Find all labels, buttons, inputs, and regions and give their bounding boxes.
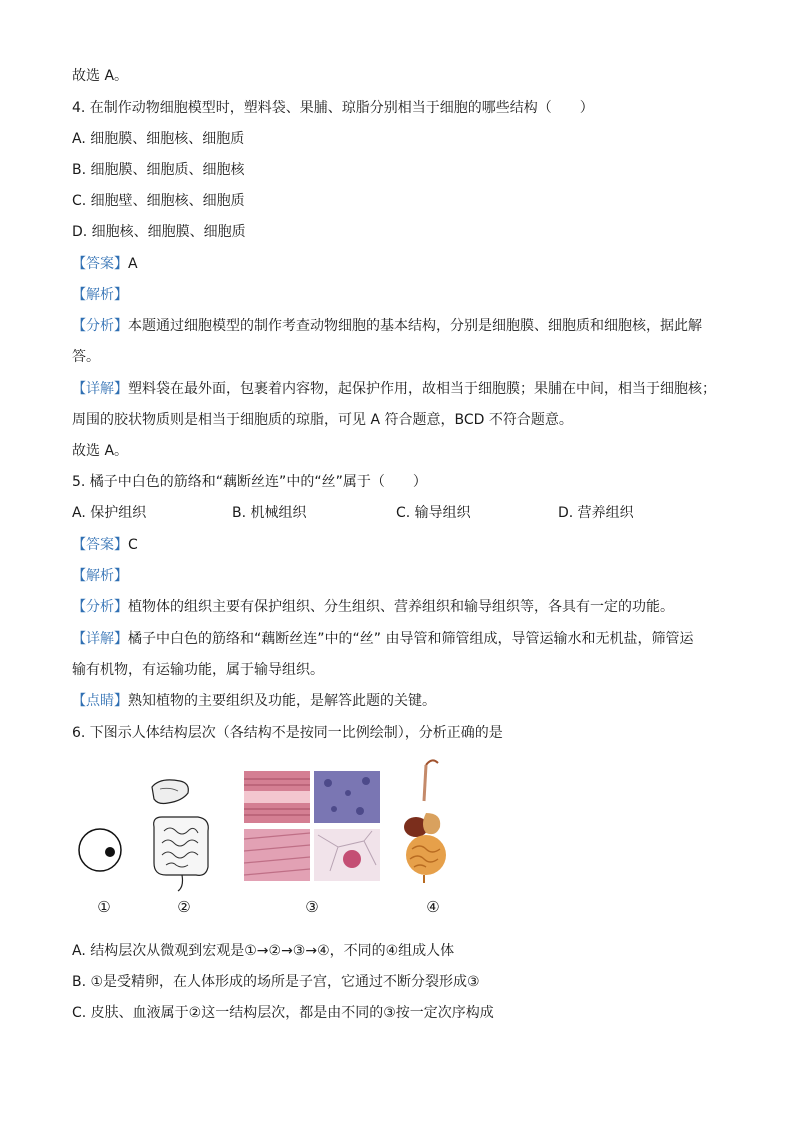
q4-end: 故选 A。 — [72, 443, 129, 459]
q5-analysis-tag: 【解析】 — [72, 568, 128, 584]
q6-option-a: A. 结构层次从微观到宏观是①→②→③→④，不同的④组成人体 — [72, 943, 455, 959]
q5-stem: 5. 橘子中白色的筋络和“藕断丝连”中的“丝”属于（ ） — [72, 474, 427, 490]
answer-tag: 【答案】 — [72, 537, 128, 553]
fenxi-tag: 【分析】 — [72, 318, 128, 334]
digestive-system-image — [398, 755, 458, 885]
fertilized-egg-cell-image — [77, 827, 123, 873]
prev-answer-line: 故选 A。 — [72, 68, 129, 84]
xiangjie-text: 橘子中白色的筋络和“藕断丝连”中的“丝” 由导管和筛管组成，导管运输水和无机盐，筛管运 — [128, 631, 694, 647]
q5-options-row — [72, 503, 722, 523]
figure-label-2: ② — [177, 898, 191, 916]
q6-option-b: B. ①是受精卵，在人体形成的场所是子宫，它通过不断分裂形成③ — [72, 974, 480, 990]
figure-label-4: ④ — [426, 898, 440, 916]
body-structure-figure — [72, 755, 472, 920]
q6-option-c: C. 皮肤、血液属于②这一结构层次，都是由不同的③按一定次序构成 — [72, 1005, 494, 1021]
q5-option-a: A. 保护组织 — [72, 505, 147, 521]
q4-fenxi-cont: 答。 — [72, 349, 100, 365]
dianjing-tag: 【点睛】 — [72, 693, 128, 709]
answer-value: C — [128, 537, 138, 553]
q4-xiangjie-cont: 周围的胶状物质则是相当于细胞质的琼脂，可见 A 符合题意，BCD 不符合题意。 — [72, 412, 573, 428]
dianjing-text: 熟知植物的主要组织及功能，是解答此题的关键。 — [128, 693, 436, 709]
q4-option-d: D. 细胞核、细胞膜、细胞质 — [72, 224, 246, 240]
q4-xiangjie — [72, 379, 716, 399]
fenxi-tag: 【分析】 — [72, 599, 128, 615]
tissue-micrograph-image — [244, 771, 380, 881]
q5-option-b: B. 机械组织 — [232, 505, 307, 521]
answer-tag: 【答案】 — [72, 256, 128, 272]
answer-value: A — [128, 256, 138, 272]
q4-fenxi — [72, 316, 702, 336]
q4-answer — [72, 254, 138, 274]
q4-option-c: C. 细胞壁、细胞核、细胞质 — [72, 193, 245, 209]
xiangjie-tag: 【详解】 — [72, 381, 128, 397]
fenxi-text: 植物体的组织主要有保护组织、分生组织、营养组织和输导组织等，各具有一定的功能。 — [128, 599, 674, 615]
q5-dianjing — [72, 691, 436, 711]
q4-stem: 4. 在制作动物细胞模型时，塑料袋、果脯、琼脂分别相当于细胞的哪些结构（ ） — [72, 100, 594, 116]
q5-xiangjie-cont: 输有机物，有运输功能，属于输导组织。 — [72, 662, 324, 678]
figure-label-1: ① — [97, 898, 111, 916]
figure-label-3: ③ — [305, 898, 319, 916]
q4-analysis-tag: 【解析】 — [72, 287, 128, 303]
q4-option-b: B. 细胞膜、细胞质、细胞核 — [72, 162, 245, 178]
q5-xiangjie — [72, 629, 693, 649]
q6-stem: 6. 下图示人体结构层次（各结构不是按同一比例绘制），分析正确的是 — [72, 725, 503, 741]
q5-answer — [72, 535, 138, 555]
xiangjie-tag: 【详解】 — [72, 631, 128, 647]
fenxi-text: 本题通过细胞模型的制作考查动物细胞的基本结构，分别是细胞膜、细胞质和细胞核，据此解 — [128, 318, 702, 334]
q5-fenxi — [72, 597, 674, 617]
q5-option-c: C. 输导组织 — [396, 505, 471, 521]
organ-drawing-image — [146, 775, 226, 895]
xiangjie-text: 塑料袋在最外面，包裹着内容物，起保护作用，故相当于细胞膜；果脯在中间，相当于细胞核； — [128, 381, 716, 397]
q5-option-d: D. 营养组织 — [558, 505, 634, 521]
q4-option-a: A. 细胞膜、细胞核、细胞质 — [72, 131, 245, 147]
